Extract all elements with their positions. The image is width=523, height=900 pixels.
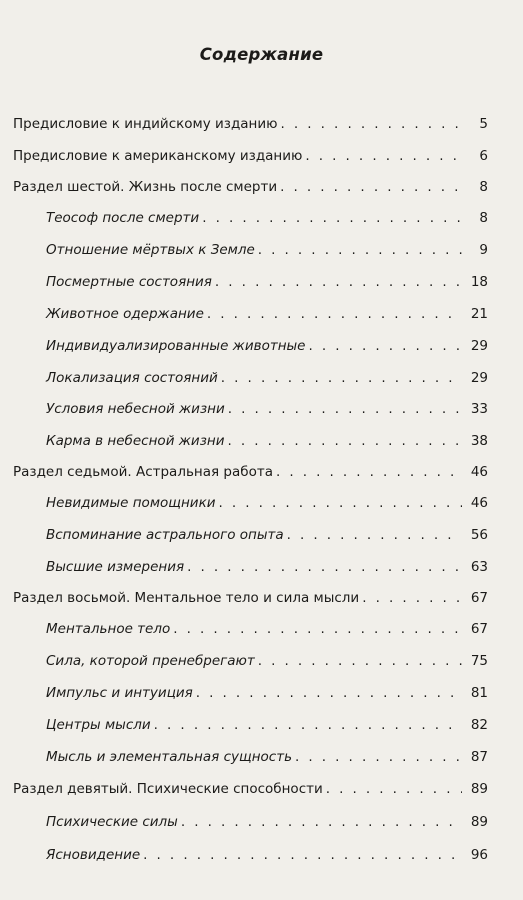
toc-entry <box>46 432 488 450</box>
toc-entry <box>46 369 488 387</box>
toc-entry-page: 82 <box>470 717 488 733</box>
dot-leader <box>207 305 462 323</box>
toc-entry <box>46 684 488 702</box>
toc-entry-page: 67 <box>470 621 488 637</box>
toc-entry-page: 89 <box>470 814 488 830</box>
toc-entry-label: Мысль и элементальная сущность <box>46 749 293 765</box>
toc-entry-page: 67 <box>470 590 488 606</box>
dot-leader <box>221 369 462 387</box>
dot-leader <box>287 526 462 544</box>
dot-leader <box>181 813 462 831</box>
toc-entry-label: Высшие измерения <box>46 559 185 575</box>
toc-entry <box>46 716 488 734</box>
toc-entry <box>13 147 488 165</box>
toc-entry-label: Раздел девятый. Психические способности <box>13 781 323 797</box>
toc-entry-page: 81 <box>470 685 488 701</box>
toc-entry <box>46 813 488 831</box>
dot-leader <box>196 684 462 702</box>
toc-entry-page: 21 <box>470 306 488 322</box>
dot-leader <box>143 846 462 864</box>
dot-leader <box>187 558 462 576</box>
toc-entry-page: 63 <box>470 559 488 575</box>
toc-entry <box>13 780 488 798</box>
toc-entry-page: 33 <box>470 401 488 417</box>
toc-entry-label: Психические силы <box>46 814 178 830</box>
dot-leader <box>228 400 462 418</box>
toc-entry <box>46 558 488 576</box>
toc-entry-label: Предисловие к индийскому изданию <box>13 116 278 132</box>
toc-entry-label: Ясновидение <box>46 847 141 863</box>
toc-entry <box>46 620 488 638</box>
toc-entry-label: Карма в небесной жизни <box>46 433 225 449</box>
toc-entry-label: Сила, которой пренебрегают <box>46 653 255 669</box>
toc-entry-page: 46 <box>470 464 488 480</box>
dot-leader <box>295 748 462 766</box>
dot-leader <box>309 337 463 355</box>
dot-leader <box>219 494 462 512</box>
dot-leader <box>281 115 462 133</box>
dot-leader <box>258 652 462 670</box>
toc-entry <box>46 494 488 512</box>
toc-entry-page: 38 <box>470 433 488 449</box>
toc-entry <box>46 337 488 355</box>
toc-entry-label: Посмертные состояния <box>46 274 212 290</box>
toc-entry <box>46 241 488 259</box>
toc-entry-label: Теософ после смерти <box>46 210 200 226</box>
toc-entry-page: 29 <box>470 338 488 354</box>
toc-entry-label: Ментальное тело <box>46 621 171 637</box>
toc-entry <box>46 273 488 291</box>
toc-entry-page: 6 <box>479 148 488 164</box>
toc-entry-label: Центры мысли <box>46 717 151 733</box>
toc-entry-label: Индивидуализированные животные <box>46 338 306 354</box>
dot-leader <box>173 620 462 638</box>
toc-entry-label: Невидимые помощники <box>46 495 216 511</box>
toc-entry-page: 29 <box>470 370 488 386</box>
toc-entry <box>13 463 488 481</box>
toc-entry-page: 9 <box>479 242 488 258</box>
toc-entry-page: 8 <box>479 179 488 195</box>
dot-leader <box>305 147 462 165</box>
toc-entry-page: 5 <box>479 116 488 132</box>
toc-entry-page: 87 <box>470 749 488 765</box>
toc-entry-label: Импульс и интуиция <box>46 685 193 701</box>
toc-entry-page: 75 <box>470 653 488 669</box>
toc-entry-label: Раздел седьмой. Астральная работа <box>13 464 273 480</box>
toc-entry <box>46 526 488 544</box>
toc-entry-page: 46 <box>470 495 488 511</box>
dot-leader <box>154 716 462 734</box>
dot-leader <box>202 209 462 227</box>
toc-entry-label: Локализация состояний <box>46 370 218 386</box>
dot-leader <box>258 241 462 259</box>
toc-entry-page: 8 <box>479 210 488 226</box>
dot-leader <box>280 178 462 196</box>
toc-entry-page: 56 <box>470 527 488 543</box>
toc-entry-page: 96 <box>470 847 488 863</box>
dot-leader <box>362 589 462 607</box>
toc-entry <box>13 178 488 196</box>
toc-entry <box>13 589 488 607</box>
toc-entry-label: Отношение мёртвых к Земле <box>46 242 255 258</box>
toc-entry-label: Животное одержание <box>46 306 204 322</box>
page-title: Содержание <box>199 45 324 64</box>
toc-entry <box>46 846 488 864</box>
dot-leader <box>276 463 462 481</box>
toc-entry <box>46 209 488 227</box>
toc-entry-page: 18 <box>470 274 488 290</box>
dot-leader <box>215 273 462 291</box>
toc-entry-label: Условия небесной жизни <box>46 401 225 417</box>
dot-leader <box>326 780 462 798</box>
toc-entry-label: Раздел шестой. Жизнь после смерти <box>13 179 278 195</box>
toc-entry-label: Предисловие к американскому изданию <box>13 148 303 164</box>
toc-entry <box>46 748 488 766</box>
toc-entry-page: 89 <box>470 781 488 797</box>
toc-entry-label: Раздел восьмой. Ментальное тело и сила мысли <box>13 590 360 606</box>
toc-entry <box>46 652 488 670</box>
toc-entry <box>13 115 488 133</box>
toc-entry <box>46 305 488 323</box>
toc-entry <box>46 400 488 418</box>
dot-leader <box>227 432 462 450</box>
toc-entry-label: Вспоминание астрального опыта <box>46 527 284 543</box>
